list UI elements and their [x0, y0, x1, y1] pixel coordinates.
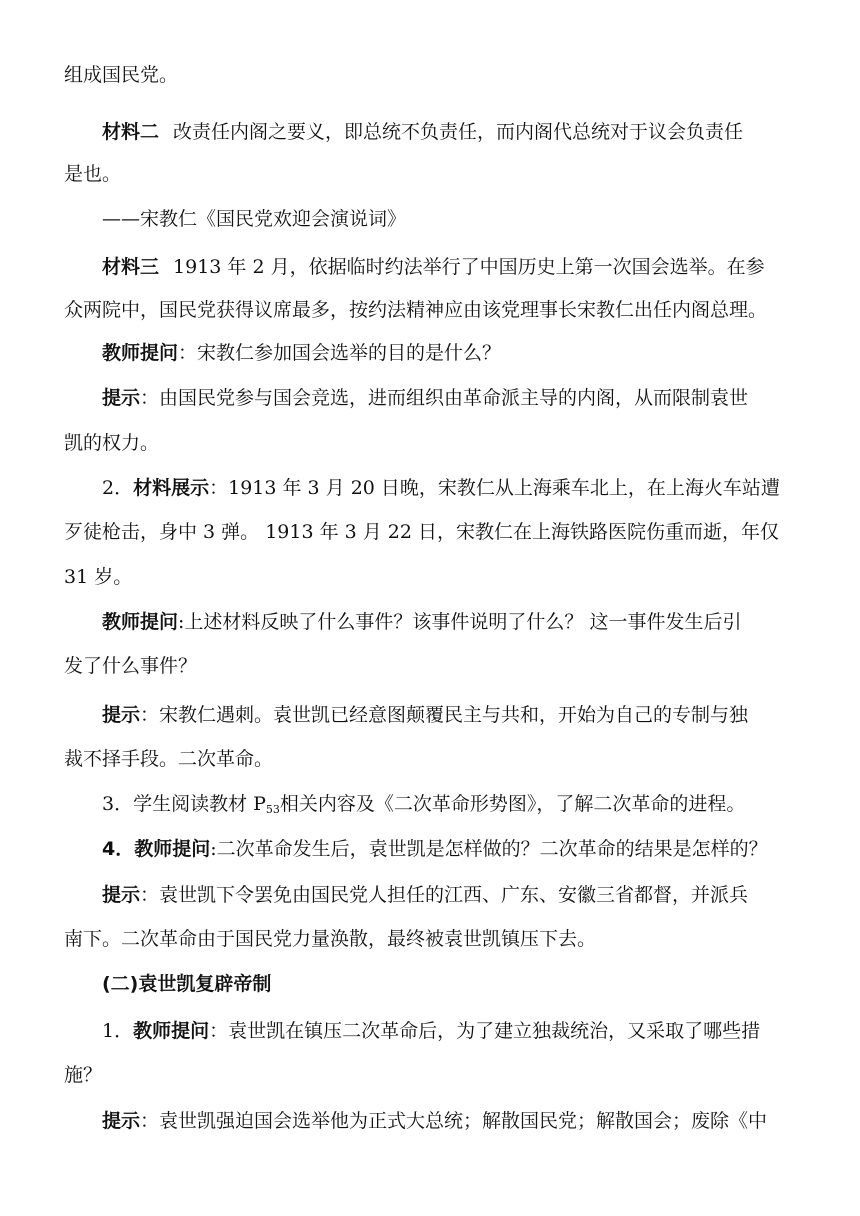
text-line: 组成国民党。	[64, 64, 179, 86]
text-line: 凯的权力。	[64, 432, 160, 454]
text-line: 众两院中，国民党获得议席最多，按约法精神应由该党理事长宋教仁出任内阁总理。	[64, 299, 768, 321]
hint-paragraph: 提示：宋教仁遇刺。袁世凯已经意图颠覆民主与共和，开始为自己的专制与独	[102, 704, 749, 726]
text-line: 裁不择手段。二次革命。	[64, 748, 274, 770]
hint-paragraph: 提示：由国民党参与国会竞选，进而组织由革命派主导的内阁，从而限制袁世	[102, 387, 749, 409]
hint-paragraph: 提示：袁世凯下令罢免由国民党人担任的江西、广东、安徽三省都督，并派兵	[102, 884, 749, 906]
material-three-label: 材料三	[102, 256, 160, 278]
teacher-question-label: 教师提问	[133, 1020, 210, 1042]
material-two-label: 材料二	[102, 121, 160, 143]
material-display-label: 材料展示	[133, 477, 210, 499]
teacher-question-label: 教师提问	[102, 611, 179, 633]
text-line: 发了什么事件？	[64, 655, 198, 677]
hint-label: 提示	[102, 884, 141, 906]
hint-label: 提示	[102, 704, 141, 726]
teacher-question: 教师提问:上述材料反映了什么事件？该事件说明了什么？ 这一事件发生后引	[102, 611, 742, 633]
hint-label: 提示	[102, 1110, 141, 1132]
teacher-question: 1．教师提问：袁世凯在镇压二次革命后，为了建立独裁统治，又采取了哪些措	[102, 1020, 761, 1042]
teacher-question-label: 4．教师提问	[102, 838, 211, 860]
hint-label: 提示	[102, 387, 141, 409]
teacher-question: 教师提问：宋教仁参加国会选举的目的是什么？	[102, 342, 502, 364]
teacher-question-label: 教师提问	[102, 342, 179, 364]
section-heading: (二)袁世凯复辟帝制	[102, 973, 272, 995]
hint-paragraph: 提示：袁世凯强迫国会选举他为正式大总统；解散国民党；解散国会；废除《中	[102, 1110, 768, 1132]
material-two-paragraph: 材料二 改责任内阁之要义，即总统不负责任，而内阁代总统对于议会负责任	[102, 121, 744, 143]
text-line: 歹徒枪击，身中 3 弹。 1913 年 3 月 22 日，宋教仁在上海铁路医院伤重而逝，年仅	[64, 521, 780, 543]
text-line: 31 岁。	[64, 566, 133, 588]
citation-line: ——宋教仁《国民党欢迎会演说词》	[102, 208, 407, 230]
reading-task: 3．学生阅读教材 $P_{53}$相关内容及《二次革命形势图》，了解二次革命的进程。	[102, 793, 746, 816]
teacher-question: 4．教师提问:二次革命发生后，袁世凯是怎样做的？二次革命的结果是怎样的？	[102, 838, 768, 860]
material-three-paragraph: 材料三 1913 年 2 月，依据临时约法举行了中国历史上第一次国会选举。在参	[102, 256, 765, 278]
material-display-paragraph: 2．材料展示：1913 年 3 月 20 日晚，宋教仁从上海乘车北上，在上海火车站遭	[102, 477, 780, 499]
text-line: 南下。二次革命由于国民党力量涣散，最终被袁世凯镇压下去。	[64, 928, 597, 950]
text-line: 施？	[64, 1064, 103, 1086]
text-line: 是也。	[64, 163, 122, 185]
